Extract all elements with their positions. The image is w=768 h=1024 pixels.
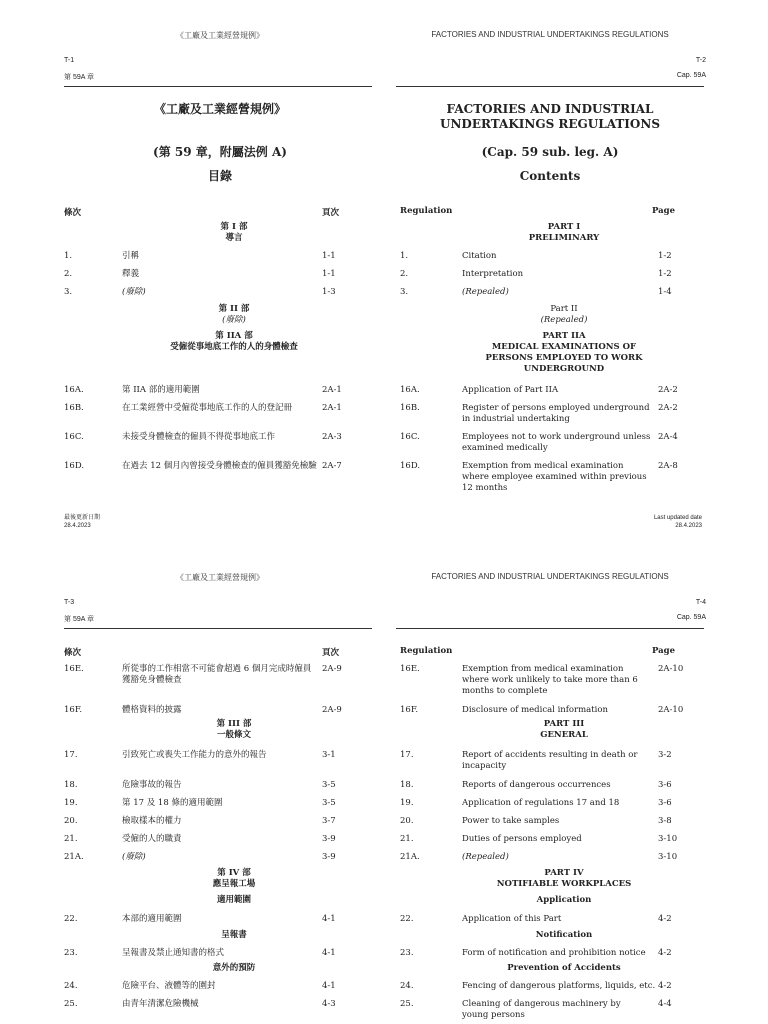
page-ref: 1-2 [658,251,672,261]
reg-number: 1. [64,251,73,261]
reg-title: 第 IIA 部的適用範圍 [122,385,200,395]
reg-title: (Repealed) [462,852,509,862]
reg-title: Fencing of dangerous platforms, liquids, etc. [462,981,656,991]
reg-number: 22. [400,914,414,924]
running-header: FACTORIES AND INDUSTRIAL UNDERTAKINGS REGULATIONS [431,30,669,39]
page-ref: 2A-1 [322,385,342,395]
chapter-label: 第 59A 章 [64,616,94,623]
chapter-label: 第 59A 章 [64,74,94,81]
reg-title: Duties of persons employed [462,834,582,844]
reg-title: Exemption from medical examination where employee examined within previous 12 months [462,461,647,493]
reg-title: 未接受身體檢查的僱員不得從事地底工作 [122,432,276,442]
part-title: (廢除) [222,315,246,325]
part-title: 應呈報工場 [212,879,256,889]
footer-value: 28.4.2023 [675,523,702,529]
reg-number: 2. [400,269,409,279]
reg-title: Disclosure of medical information [462,705,608,715]
doc-title: 《工廠及工業經營規例》 [153,102,286,116]
page-ref: 2A-8 [658,461,678,471]
col-header-page: 頁次 [322,648,340,658]
contents-heading: 目錄 [207,169,232,183]
col-header-regulation: Regulation [400,646,453,656]
part-heading: 第 II 部 [218,304,250,314]
reg-number: 19. [400,798,414,808]
doc-subtitle: (Cap. 59 sub. leg. A) [481,145,619,159]
chapter-label: Cap. 59A [676,72,706,79]
reg-number: 3. [400,287,409,297]
page-ref: 4-3 [322,999,336,1009]
section-heading: 適用範圍 [216,895,251,905]
page-ref: 2A-10 [658,664,684,674]
reg-title: 呈報書及禁止通知書的格式 [122,948,225,958]
part-title: GENERAL [540,730,588,740]
reg-number: 17. [400,750,414,760]
reg-number: 23. [64,948,78,958]
reg-number: 16D. [400,461,421,471]
part-heading: PART III [543,719,585,729]
section-heading: Prevention of Accidents [507,963,621,973]
page-ref: 4-1 [322,981,336,991]
chapter-label: Cap. 59A [676,614,706,621]
reg-title: Application of Part IIA [462,385,559,395]
reg-number: 19. [64,798,78,808]
page-number: T-3 [64,599,75,606]
header-rule [396,628,704,629]
page-ref: 3-7 [322,816,336,826]
reg-title: Register of persons employed underground in industrial undertaking [462,403,650,424]
part-title: 導言 [225,233,243,243]
page-ref: 3-1 [322,750,336,760]
page-ref: 4-1 [322,914,336,924]
reg-number: 16C. [400,432,420,442]
part-title: 一般條文 [216,730,251,740]
page-ref: 4-2 [658,914,672,924]
reg-number: 21. [400,834,414,844]
reg-title: Interpretation [462,269,524,279]
page-ref: 4-2 [658,981,672,991]
col-header-regulation: Regulation [400,206,453,216]
reg-number: 25. [64,999,78,1009]
header-rule [64,628,372,629]
section-heading: Application [536,895,592,905]
page-ref: 4-4 [658,999,672,1009]
running-header: 《工廠及工業經營規例》 [176,31,264,40]
page-ref: 2A-2 [658,403,678,413]
part-heading: 第 I 部 [220,222,248,232]
reg-number: 20. [64,816,78,826]
page-ref: 3-6 [658,780,672,790]
reg-number: 16A. [400,385,420,395]
reg-number: 16F. [400,705,419,715]
reg-title: 釋義 [122,269,140,279]
page-ref: 2A-1 [322,403,342,413]
reg-number: 18. [400,780,414,790]
part-heading: PART IV [544,868,584,878]
section-heading: 意外的預防 [212,963,256,973]
running-header: 《工廠及工業經營規例》 [176,573,264,582]
page-ref: 1-2 [658,269,672,279]
reg-number: 16C. [64,432,84,442]
page-ref: 3-5 [322,798,336,808]
reg-number: 16E. [400,664,420,674]
reg-number: 24. [64,981,78,991]
page-ref: 1-3 [322,287,336,297]
page-ref: 3-10 [658,834,678,844]
reg-number: 21A. [64,852,84,862]
page-ref: 2A-3 [322,432,342,442]
page-ref: 2A-7 [322,461,342,471]
reg-title: 本部的適用範圍 [122,914,182,924]
reg-title: Reports of dangerous occurrences [462,780,611,790]
col-header-regulation: 條次 [64,648,82,658]
part-title: NOTIFIABLE WORKPLACES [496,879,632,889]
header-rule [64,86,372,87]
reg-title: Power to take samples [462,816,560,826]
reg-title: (Repealed) [462,287,509,297]
reg-number: 16B. [64,403,84,413]
footer-date [654,514,702,530]
reg-number: 17. [64,750,78,760]
col-header-page: 頁次 [322,208,340,218]
part-heading: 第 III 部 [216,719,252,729]
reg-number: 23. [400,948,414,958]
page-ref: 2A-9 [322,705,342,715]
page-ref: 1-1 [322,251,336,261]
page-ref: 2A-2 [658,385,678,395]
part-title: PRELIMINARY [528,233,600,243]
reg-title: 危險平台、液體等的圍封 [122,981,216,991]
page-ref: 3-2 [658,750,672,760]
page-ref: 1-1 [322,269,336,279]
reg-title: 由青年清潔危險機械 [122,999,199,1009]
reg-number: 16E. [64,664,84,674]
reg-number: 16A. [64,385,84,395]
reg-title: (廢除) [122,852,146,862]
part-title: 受僱從事地底工作的人的身體檢查 [170,342,298,352]
reg-number: 16F. [64,705,83,715]
part-heading: PART I [547,222,581,232]
reg-number: 18. [64,780,78,790]
reg-title: Application of this Part [462,914,562,924]
contents-heading: Contents [519,169,581,183]
doc-subtitle: (第 59 章，附屬法例 A) [153,145,287,159]
reg-title: 危險事故的報告 [122,780,182,790]
col-header-page: Page [652,206,676,216]
reg-title: Exemption from medical examination where work unlikely to take more than 6 months to complete [462,664,638,696]
reg-title: 受僱的人的職責 [122,834,182,844]
running-header: FACTORIES AND INDUSTRIAL UNDERTAKINGS REGULATIONS [431,572,669,581]
reg-title: Form of notification and prohibition notice [462,948,646,958]
reg-number: 24. [400,981,414,991]
page-ref: 3-6 [658,798,672,808]
page-ref: 3-10 [658,852,678,862]
reg-title: Application of regulations 17 and 18 [462,798,620,808]
footer-label: Last updated date [653,515,702,521]
footer-label: 最後更新日期 [64,515,101,521]
page-ref: 3-9 [322,852,336,862]
part-heading: 第 IIA 部 [215,331,253,341]
reg-number: 16D. [64,461,85,471]
reg-title: Report of accidents resulting in death or incapacity [462,750,638,771]
page-ref: 4-1 [322,948,336,958]
col-header-page: Page [652,646,676,656]
reg-number: 21A. [400,852,420,862]
page-ref: 2A-9 [322,664,342,674]
part-heading: PART IIA [542,331,586,341]
reg-number: 2. [64,269,73,279]
page-ref: 2A-4 [658,432,678,442]
section-heading: Notification [535,930,593,940]
reg-title: 體格資料的披露 [122,705,182,715]
reg-title: 所從事的工作相當不可能會超過 6 個月完成時僱員獲豁免身體檢查 [122,664,312,685]
reg-number: 3. [64,287,73,297]
reg-number: 16B. [400,403,420,413]
reg-number: 20. [400,816,414,826]
reg-title: (廢除) [122,287,146,297]
col-header-regulation: 條次 [64,208,82,218]
page-number: T-4 [695,599,706,606]
reg-title: 引稱 [122,251,140,261]
part-title: (Repealed) [540,315,588,325]
reg-title: 檢取樣本的權力 [122,816,182,826]
reg-number: 21. [64,834,78,844]
page-ref: 4-2 [658,948,672,958]
page-ref: 2A-10 [658,705,684,715]
reg-title: Employees not to work underground unless examined medically [462,432,651,453]
header-rule [396,86,704,87]
footer-date [64,514,100,530]
part-heading: 第 IV 部 [217,868,251,878]
footer-value: 28.4.2023 [64,523,91,529]
doc-title: FACTORIES AND INDUSTRIAL UNDERTAKINGS REGULATIONS [440,102,660,131]
page-ref: 1-4 [658,287,672,297]
page-ref: 3-8 [658,816,672,826]
reg-title: 在工業經營中受僱從事地底工作的人的登記冊 [122,403,293,413]
reg-title: Cleaning of dangerous machinery by young persons [462,999,621,1020]
page-number: T-1 [64,57,75,64]
page-ref: 3-9 [322,834,336,844]
page-ref: 3-5 [322,780,336,790]
reg-title: 第 17 及 18 條的適用範圍 [122,798,223,808]
reg-title: 在過去 12 個月內曾接受身體檢查的僱員獲豁免檢驗 [122,461,317,471]
section-heading: 呈報書 [221,930,247,940]
reg-title: 引致死亡或喪失工作能力的意外的報告 [122,750,267,760]
reg-number: 22. [64,914,78,924]
reg-number: 1. [400,251,409,261]
reg-title: Citation [462,251,497,261]
page-number: T-2 [695,57,706,64]
part-title: MEDICAL EXAMINATIONS OF PERSONS EMPLOYED TO WORK UNDERGROUND [485,342,643,374]
reg-number: 25. [400,999,414,1009]
part-heading: Part II [550,304,578,314]
